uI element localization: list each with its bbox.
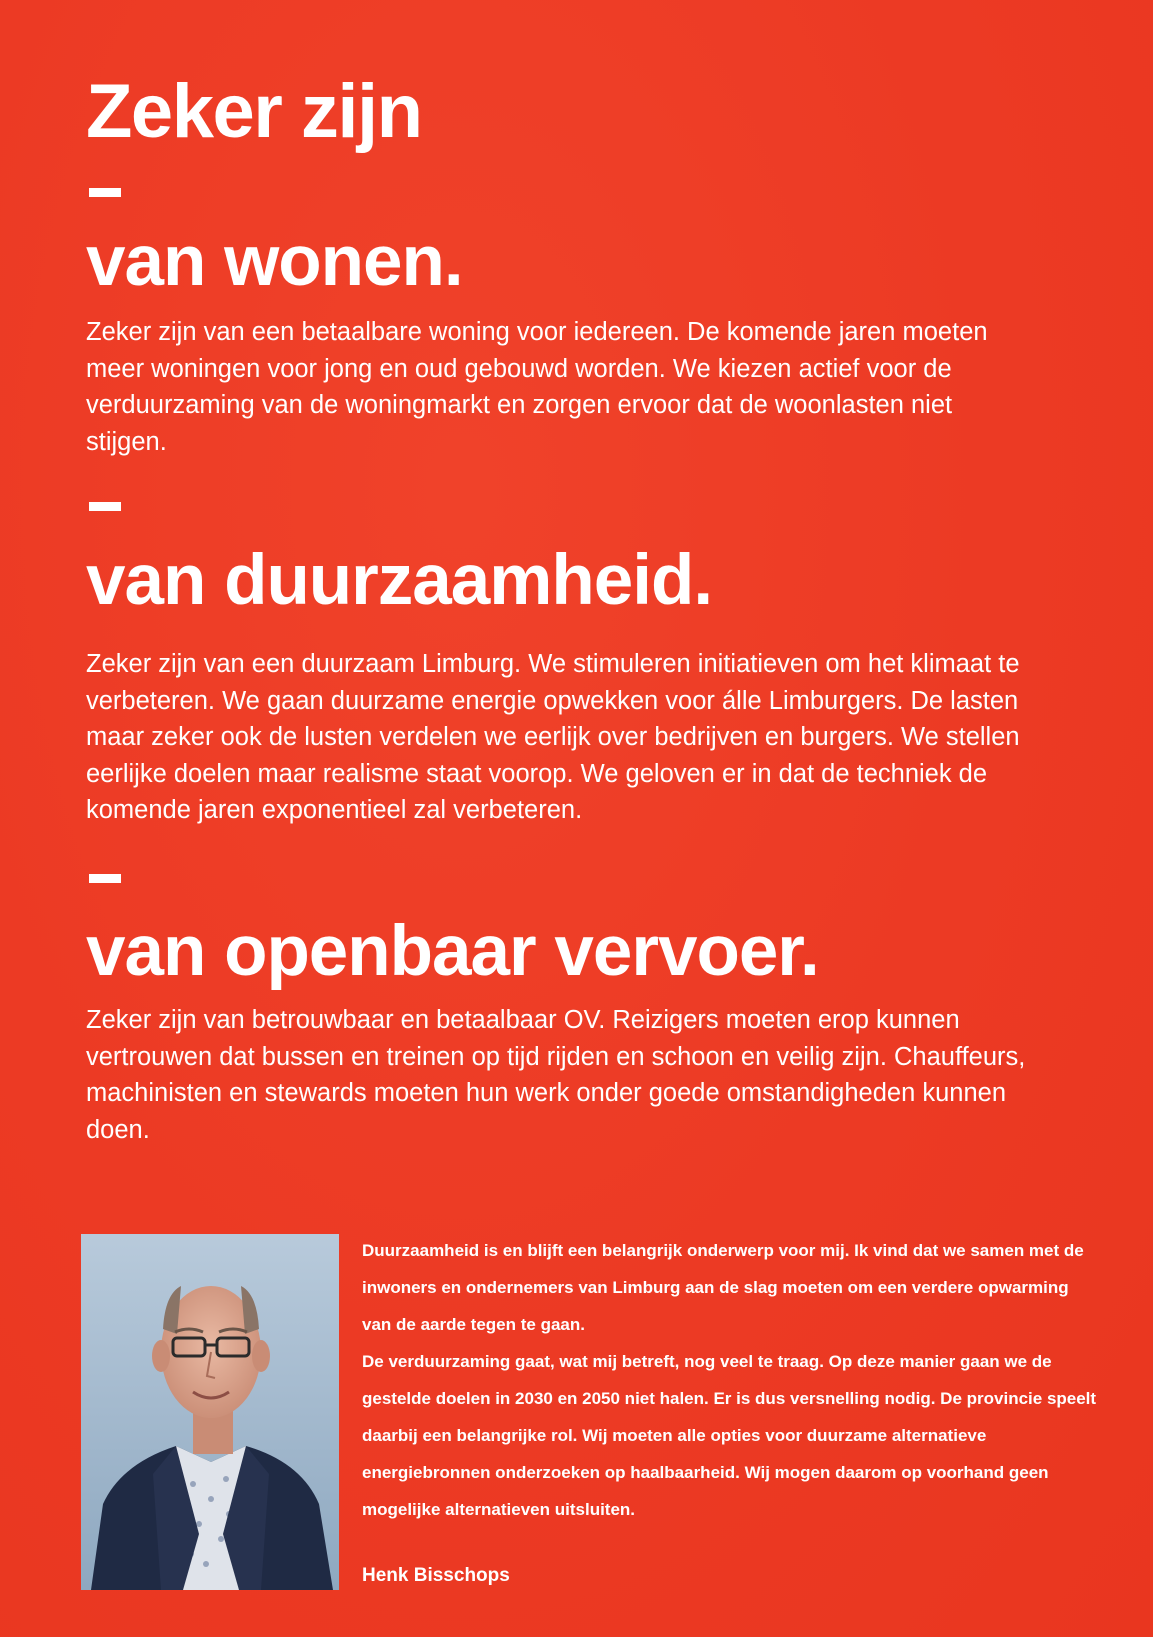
quote-paragraph-2: De verduurzaming gaat, wat mij betreft, nog veel te traag. Op deze manier gaan we de gestelde doelen in 2030 en 2050 niet halen. Er is dus versnelling nodig. De provincie speelt daarbij een belangrijke rol. Wij moeten alle opties voor duurzame alternatieve energiebronnen onderzoeken op haalbaarheid. Wij mogen daarom op voorhand geen mogelijke alternatieven uitsluiten. (362, 1352, 1097, 1519)
quote-paragraph-1: Duurzaamheid is en blijft een belangrijk onderwerp voor mij. Ik vind dat we samen met de inwoners en ondernemers van Limburg aan de slag moeten om een verdere opwarming van de aarde tegen te gaan. (362, 1241, 1084, 1334)
quote-author: Henk Bisschops (362, 1565, 510, 1586)
section-dash (89, 874, 121, 883)
section-heading-wonen: van wonen. (86, 222, 463, 301)
quote-block (362, 1232, 1102, 1528)
section-heading-openbaar-vervoer: van openbaar vervoer. (86, 912, 819, 991)
portrait-photo (81, 1234, 339, 1590)
main-title: Zeker zijn (86, 69, 422, 154)
section-body-openbaar-vervoer: Zeker zijn van betrouwbaar en betaalbaar OV. Reizigers moeten erop kunnen vertrouwen dat bussen en treinen op tijd rijden en schoon en veilig zijn. Chauffeurs, machinisten en stewards moeten hun werk onder goede omstandigheden kunnen doen. (86, 1006, 1026, 1144)
section-dash (89, 188, 121, 197)
section-body-wonen: Zeker zijn van een betaalbare woning voor iedereen. De komende jaren moeten meer woningen voor jong en oud gebouwd worden. We kiezen actief voor de verduurzaming van de woningmarkt en zorgen ervoor dat de woonlasten niet stijgen. (86, 318, 988, 456)
section-body-duurzaamheid: Zeker zijn van een duurzaam Limburg. We stimuleren initiatieven om het klimaat te verbeteren. We gaan duurzame energie opwekken voor álle Limburgers. De lasten maar zeker ook de lusten verdelen we eerlijk over bedrijven en burgers. We stellen eerlijke doelen maar realisme staat voorop. We geloven er in dat de techniek de komende jaren exponentieel zal verbeteren. (86, 650, 1020, 824)
section-heading-duurzaamheid: van duurzaamheid. (86, 541, 713, 620)
section-dash (89, 502, 121, 511)
